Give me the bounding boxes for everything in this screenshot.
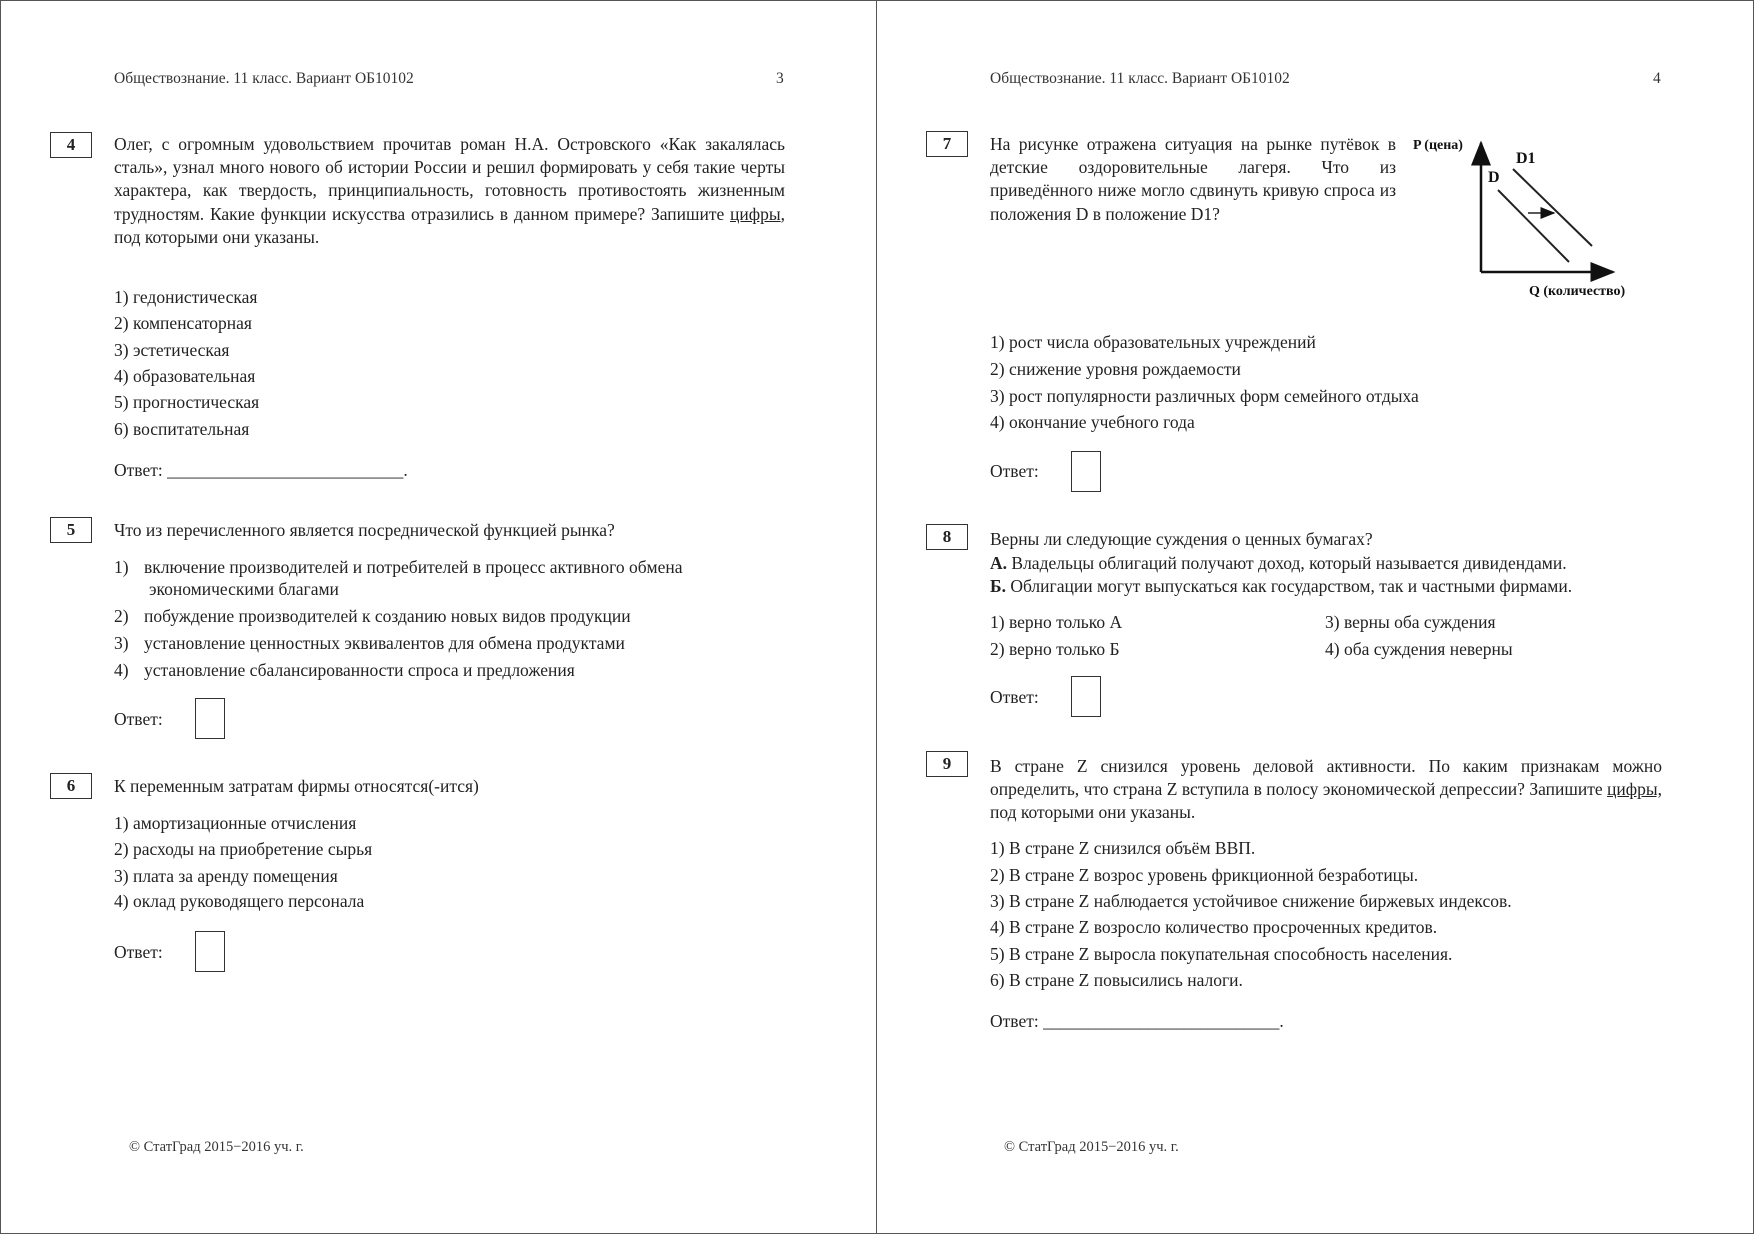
question-text: В стране Z снизился уровень деловой активности. По каким признакам можно определить, что страна Z вступила в полосу экономической депрессии? Запишите	[990, 756, 1662, 800]
option-text: установление сбалансированности спроса и предложения	[144, 660, 575, 680]
statement-a	[990, 552, 1567, 575]
option: 3) рост популярности различных форм семейного отдыха	[990, 386, 1419, 406]
option-text: установление ценностных эквивалентов для обмена продуктами	[144, 633, 625, 653]
question-number-7: 7	[926, 131, 968, 157]
answer-box[interactable]	[195, 698, 225, 739]
option-number: 3)	[114, 633, 129, 653]
answer-label: Ответ:	[990, 461, 1039, 481]
answer-label: Ответ:	[990, 687, 1039, 707]
demand-shift-graph	[1407, 129, 1667, 309]
option: 1) гедонистическая	[114, 287, 258, 307]
page-header: Обществознание. 11 класс. Вариант ОБ10102	[990, 70, 1290, 87]
underlined-word: цифры,	[1607, 779, 1662, 800]
option: 3) эстетическая	[114, 340, 230, 360]
option: 1) рост числа образовательных учреждений	[990, 332, 1316, 352]
option: 2) компенсаторная	[114, 313, 252, 333]
question-number-4: 4	[50, 132, 92, 158]
option	[114, 659, 575, 682]
option	[114, 632, 625, 655]
answer-label: Ответ:	[114, 709, 163, 729]
option: 4) окончание учебного года	[990, 412, 1195, 432]
option: 5) прогностическая	[114, 392, 260, 412]
option: 2) расходы на приобретение сырья	[114, 839, 373, 859]
option: 5) В стране Z выросла покупательная способность населения.	[990, 944, 1453, 964]
question-number-8: 8	[926, 524, 968, 550]
option: 4) оклад руководящего персонала	[114, 891, 365, 911]
question-5-text: Что из перечисленного является посреднической функцией рынка?	[114, 520, 615, 540]
curve-d1-label: D1	[1516, 150, 1536, 167]
option: 4) образовательная	[114, 366, 256, 386]
option: 6) В стране Z повысились налоги.	[990, 970, 1243, 990]
option-text: побуждение производителей к созданию новых видов продукции	[144, 606, 631, 626]
option-text: включение производителей и потребителей в процесс активного обмена	[144, 557, 683, 577]
option-number: 4)	[114, 660, 129, 680]
left-page	[0, 0, 878, 1234]
option: 3) В стране Z наблюдается устойчивое снижение биржевых индексов.	[990, 891, 1512, 911]
demand-curve-d	[1498, 190, 1569, 262]
option-number: 1)	[114, 557, 129, 577]
curve-d-label: D	[1488, 169, 1500, 186]
option	[114, 556, 682, 579]
option: 3) плата за аренду помещения	[114, 866, 338, 886]
statement-text: Облигации могут выпускаться как государством, так и частными фирмами.	[1005, 576, 1573, 596]
answer-line[interactable]: Ответ: ___________________________.	[990, 1011, 1284, 1031]
option: 1) верно только А	[990, 612, 1123, 632]
answer-label: Ответ:	[114, 942, 163, 962]
question-number-5: 5	[50, 517, 92, 543]
question-number-9: 9	[926, 751, 968, 777]
demand-curve-d1	[1513, 169, 1592, 246]
option: 4) оба суждения неверны	[1325, 639, 1513, 659]
page-number: 4	[1653, 70, 1661, 87]
option: 6) воспитательная	[114, 419, 250, 439]
option	[114, 605, 631, 628]
question-7-text: На рисунке отражена ситуация на рынке путёвок в детские оздоровительные лагеря. Что из приведённого ниже могло сдвинуть кривую спроса из положения D в положение D1?	[990, 134, 1396, 224]
statement-text: Владельцы облигаций получают доход, который называется дивидендами.	[1007, 553, 1567, 573]
underlined-word: цифры	[730, 203, 781, 224]
answer-line[interactable]: Ответ: ___________________________.	[114, 460, 408, 480]
option: 4) В стране Z возросло количество просроченных кредитов.	[990, 917, 1438, 937]
statement-label: А.	[990, 553, 1008, 573]
y-axis-label: P (цена)	[1413, 138, 1463, 153]
option: 1) В стране Z снизился объём ВВП.	[990, 838, 1256, 858]
question-4-text	[114, 133, 785, 249]
statement-label: Б.	[990, 576, 1006, 596]
question-9-text	[990, 755, 1662, 825]
page-header: Обществознание. 11 класс. Вариант ОБ10102	[114, 70, 414, 87]
footer-copyright: © СтатГрад 2015−2016 уч. г.	[129, 1139, 304, 1155]
option: 1) амортизационные отчисления	[114, 813, 357, 833]
option: 2) снижение уровня рождаемости	[990, 359, 1241, 379]
option-continuation: экономическими благами	[149, 579, 339, 599]
answer-box[interactable]	[1071, 451, 1101, 492]
page-number: 3	[776, 70, 784, 87]
answer-box[interactable]	[195, 931, 225, 972]
option-number: 2)	[114, 606, 129, 626]
question-number-6: 6	[50, 773, 92, 799]
statement-b	[990, 575, 1572, 598]
answer-box[interactable]	[1071, 676, 1101, 717]
option: 2) В стране Z возрос уровень фрикционной безработицы.	[990, 865, 1419, 885]
question-text: Олег, с огромным удовольствием прочитав роман Н.А. Островского «Как закалялась сталь», узнал много нового об истории России и решил формировать у себя такие черты характера, как твердость, принципиальность, готовность противостоять жизненным трудностям. Какие функции искусства отразились в данном примере? Запишите	[114, 134, 785, 224]
question-text: , под которыми они указаны.	[114, 203, 785, 247]
option: 2) верно только Б	[990, 639, 1120, 659]
question-6-text: К переменным затратам фирмы относятся(-ится)	[114, 776, 479, 796]
x-axis-label: Q (количество)	[1529, 284, 1626, 299]
footer-copyright: © СтатГрад 2015−2016 уч. г.	[1004, 1139, 1179, 1155]
question-8-text: Верны ли следующие суждения о ценных бумагах?	[990, 529, 1373, 549]
option: 3) верны оба суждения	[1325, 612, 1496, 632]
question-text: под которыми они указаны.	[990, 802, 1196, 823]
right-page	[876, 0, 1754, 1234]
